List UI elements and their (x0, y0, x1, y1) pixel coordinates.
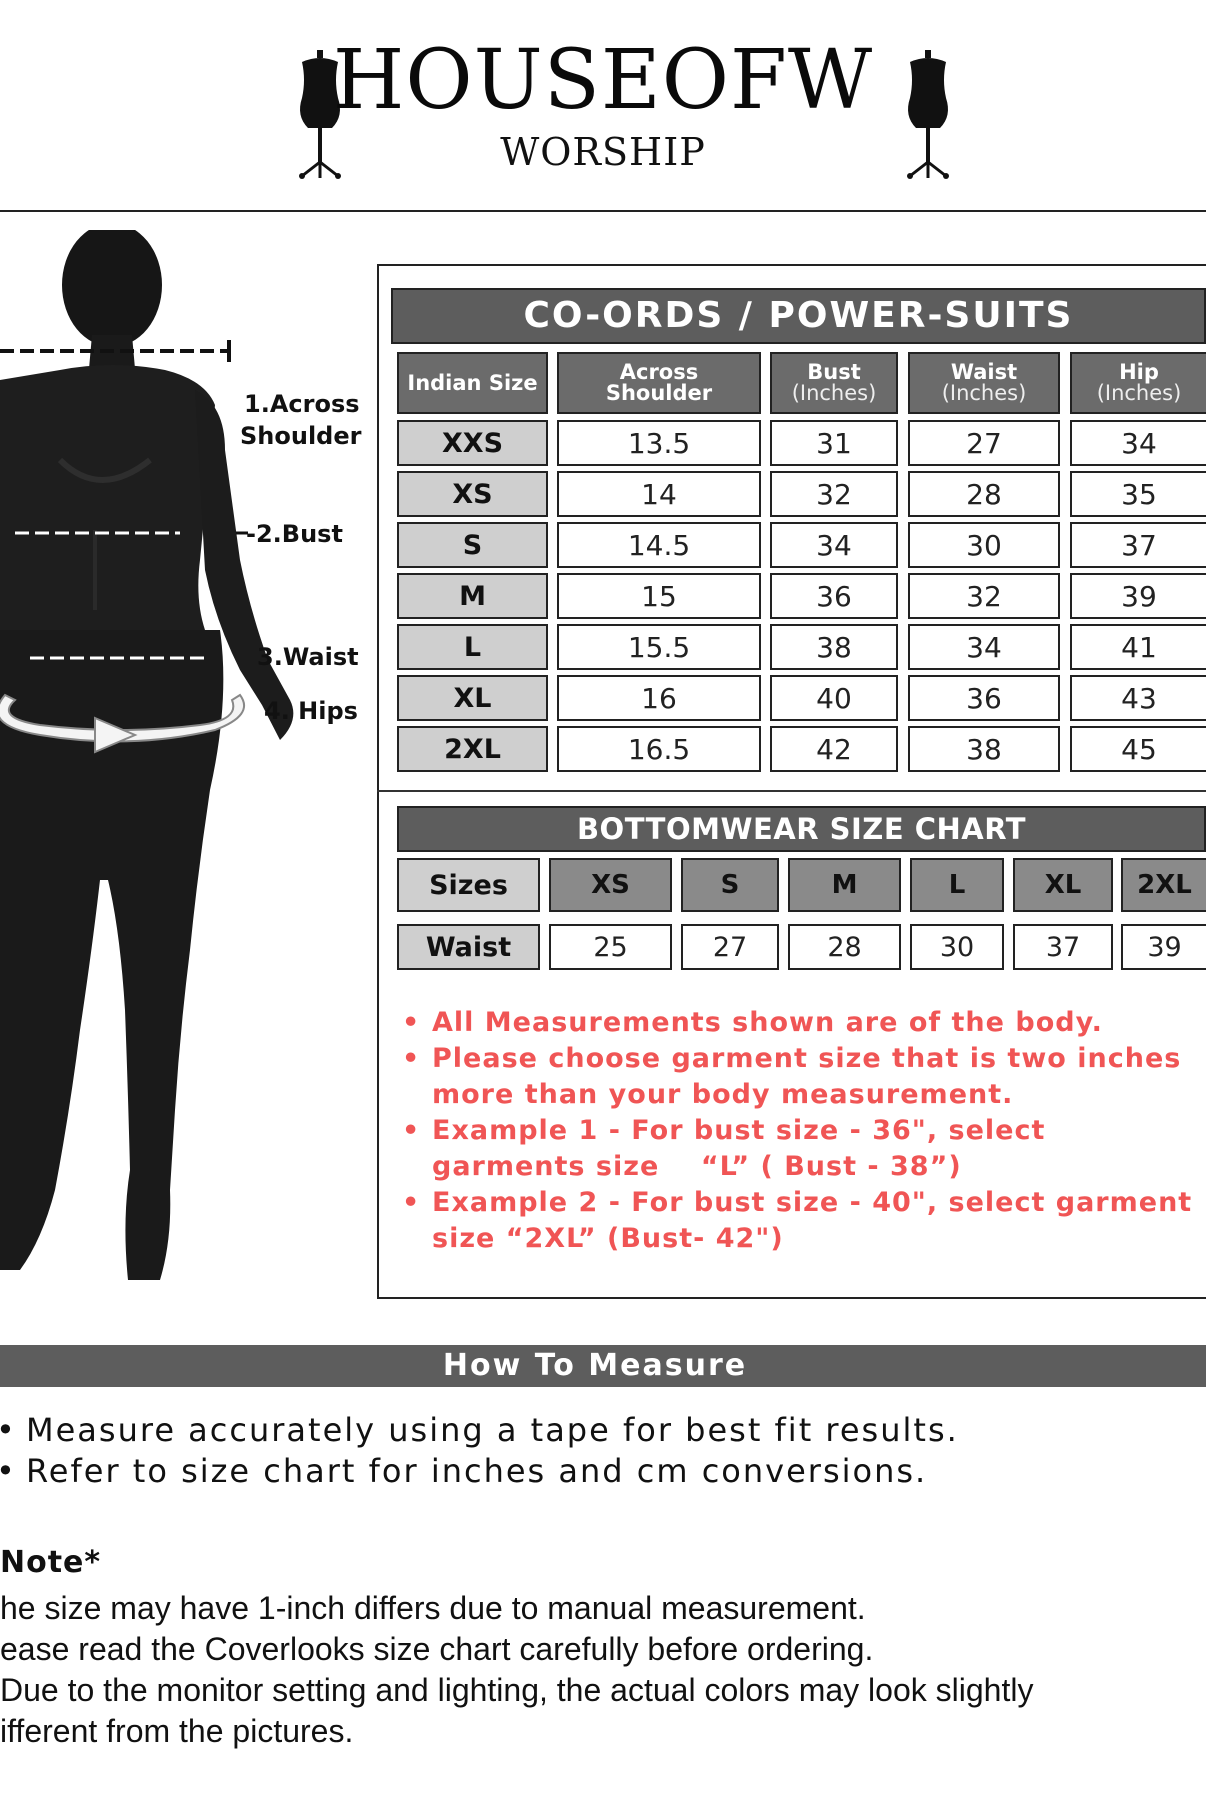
note-item: • Example 1 - For bust size - 36", select garments size “L” ( Bust - 38”) (400, 1113, 1200, 1185)
header-bust: Bust (Inches) (770, 352, 898, 414)
waist-cell: 34 (908, 624, 1060, 670)
how-to-measure-title: How To Measure (0, 1345, 1206, 1387)
shoulder-cell: 14.5 (557, 522, 761, 568)
shoulder-cell: 16 (557, 675, 761, 721)
bottom-waist-cell: 37 (1013, 924, 1113, 970)
bottom-size-header: XL (1013, 858, 1113, 912)
bottom-size-header: S (681, 858, 779, 912)
size-cell: XS (397, 471, 548, 517)
bottom-sizes-label: Sizes (397, 858, 540, 912)
size-notes-list (400, 1005, 1200, 1257)
size-cell: L (397, 624, 548, 670)
note-line: ease read the Coverlooks size chart carefully before ordering. (0, 1631, 874, 1667)
header-hip: Hip (Inches) (1070, 352, 1206, 414)
note-line: Due to the monitor setting and lighting, the actual colors may look slightly (0, 1672, 1034, 1708)
hip-cell: 39 (1070, 573, 1206, 619)
waist-cell: 28 (908, 471, 1060, 517)
label-waist: 3.Waist (257, 643, 359, 671)
bust-cell: 32 (770, 471, 898, 517)
header-indian-size: Indian Size (397, 352, 548, 414)
hip-cell: 37 (1070, 522, 1206, 568)
bottom-size-header: L (910, 858, 1004, 912)
hip-cell: 35 (1070, 471, 1206, 517)
bust-cell: 36 (770, 573, 898, 619)
label-hips: 4. Hips (264, 697, 358, 725)
bottom-size-header: 2XL (1121, 858, 1206, 912)
label-across-shoulder: 1.Across Shoulder (240, 390, 362, 451)
brand-name: HOUSEOFW (332, 33, 874, 128)
waist-cell: 32 (908, 573, 1060, 619)
shoulder-cell: 15.5 (557, 624, 761, 670)
bottom-waist-label: Waist (397, 924, 540, 970)
note-lines (0, 1588, 1206, 1752)
bottom-waist-cell: 30 (910, 924, 1004, 970)
shoulder-cell: 16.5 (557, 726, 761, 772)
bottom-waist-cell: 28 (788, 924, 901, 970)
size-cell: M (397, 573, 548, 619)
bottom-waist-cell: 39 (1121, 924, 1206, 970)
hip-cell: 41 (1070, 624, 1206, 670)
note-item: • All Measurements shown are of the body. (400, 1005, 1200, 1041)
bottom-waist-cell: 27 (681, 924, 779, 970)
hip-cell: 34 (1070, 420, 1206, 466)
note-item: • Example 2 - For bust size - 40", select garment size “2XL” (Bust- 42") (400, 1185, 1200, 1257)
how-item: • Measure accurately using a tape for best fit results. (0, 1410, 959, 1451)
size-cell: XL (397, 675, 548, 721)
bust-cell: 31 (770, 420, 898, 466)
header-across-shoulder: Across Shoulder (557, 352, 761, 414)
bust-cell: 34 (770, 522, 898, 568)
waist-cell: 27 (908, 420, 1060, 466)
bottomwear-table-title: BOTTOMWEAR SIZE CHART (397, 806, 1206, 852)
bust-cell: 40 (770, 675, 898, 721)
waist-cell: 36 (908, 675, 1060, 721)
bottom-size-header: M (788, 858, 901, 912)
size-cell: 2XL (397, 726, 548, 772)
size-cell: XXS (397, 420, 548, 466)
header-divider (0, 210, 1206, 212)
note-item: • Please choose garment size that is two inches more than your body measurement. (400, 1041, 1200, 1113)
bust-cell: 38 (770, 624, 898, 670)
label-bust: -2.Bust (246, 520, 343, 548)
hip-cell: 43 (1070, 675, 1206, 721)
note-title: Note* (0, 1545, 102, 1580)
waist-cell: 30 (908, 522, 1060, 568)
shoulder-cell: 15 (557, 573, 761, 619)
size-cell: S (397, 522, 548, 568)
how-to-measure-list (0, 1410, 959, 1492)
bust-cell: 42 (770, 726, 898, 772)
bottom-size-header: XS (549, 858, 672, 912)
brand-tagline: WORSHIP (500, 130, 706, 174)
waist-cell: 38 (908, 726, 1060, 772)
how-item: • Refer to size chart for inches and cm conversions. (0, 1451, 959, 1492)
shoulder-cell: 14 (557, 471, 761, 517)
note-line: ifferent from the pictures. (0, 1713, 354, 1749)
bottom-waist-cell: 25 (549, 924, 672, 970)
coords-table-title: CO-ORDS / POWER-SUITS (391, 288, 1206, 344)
hip-cell: 45 (1070, 726, 1206, 772)
brand-logo (0, 33, 1206, 174)
shoulder-cell: 13.5 (557, 420, 761, 466)
section-divider (377, 790, 1206, 792)
header-waist: Waist (Inches) (908, 352, 1060, 414)
note-line: he size may have 1-inch differs due to manual measurement. (0, 1590, 866, 1626)
